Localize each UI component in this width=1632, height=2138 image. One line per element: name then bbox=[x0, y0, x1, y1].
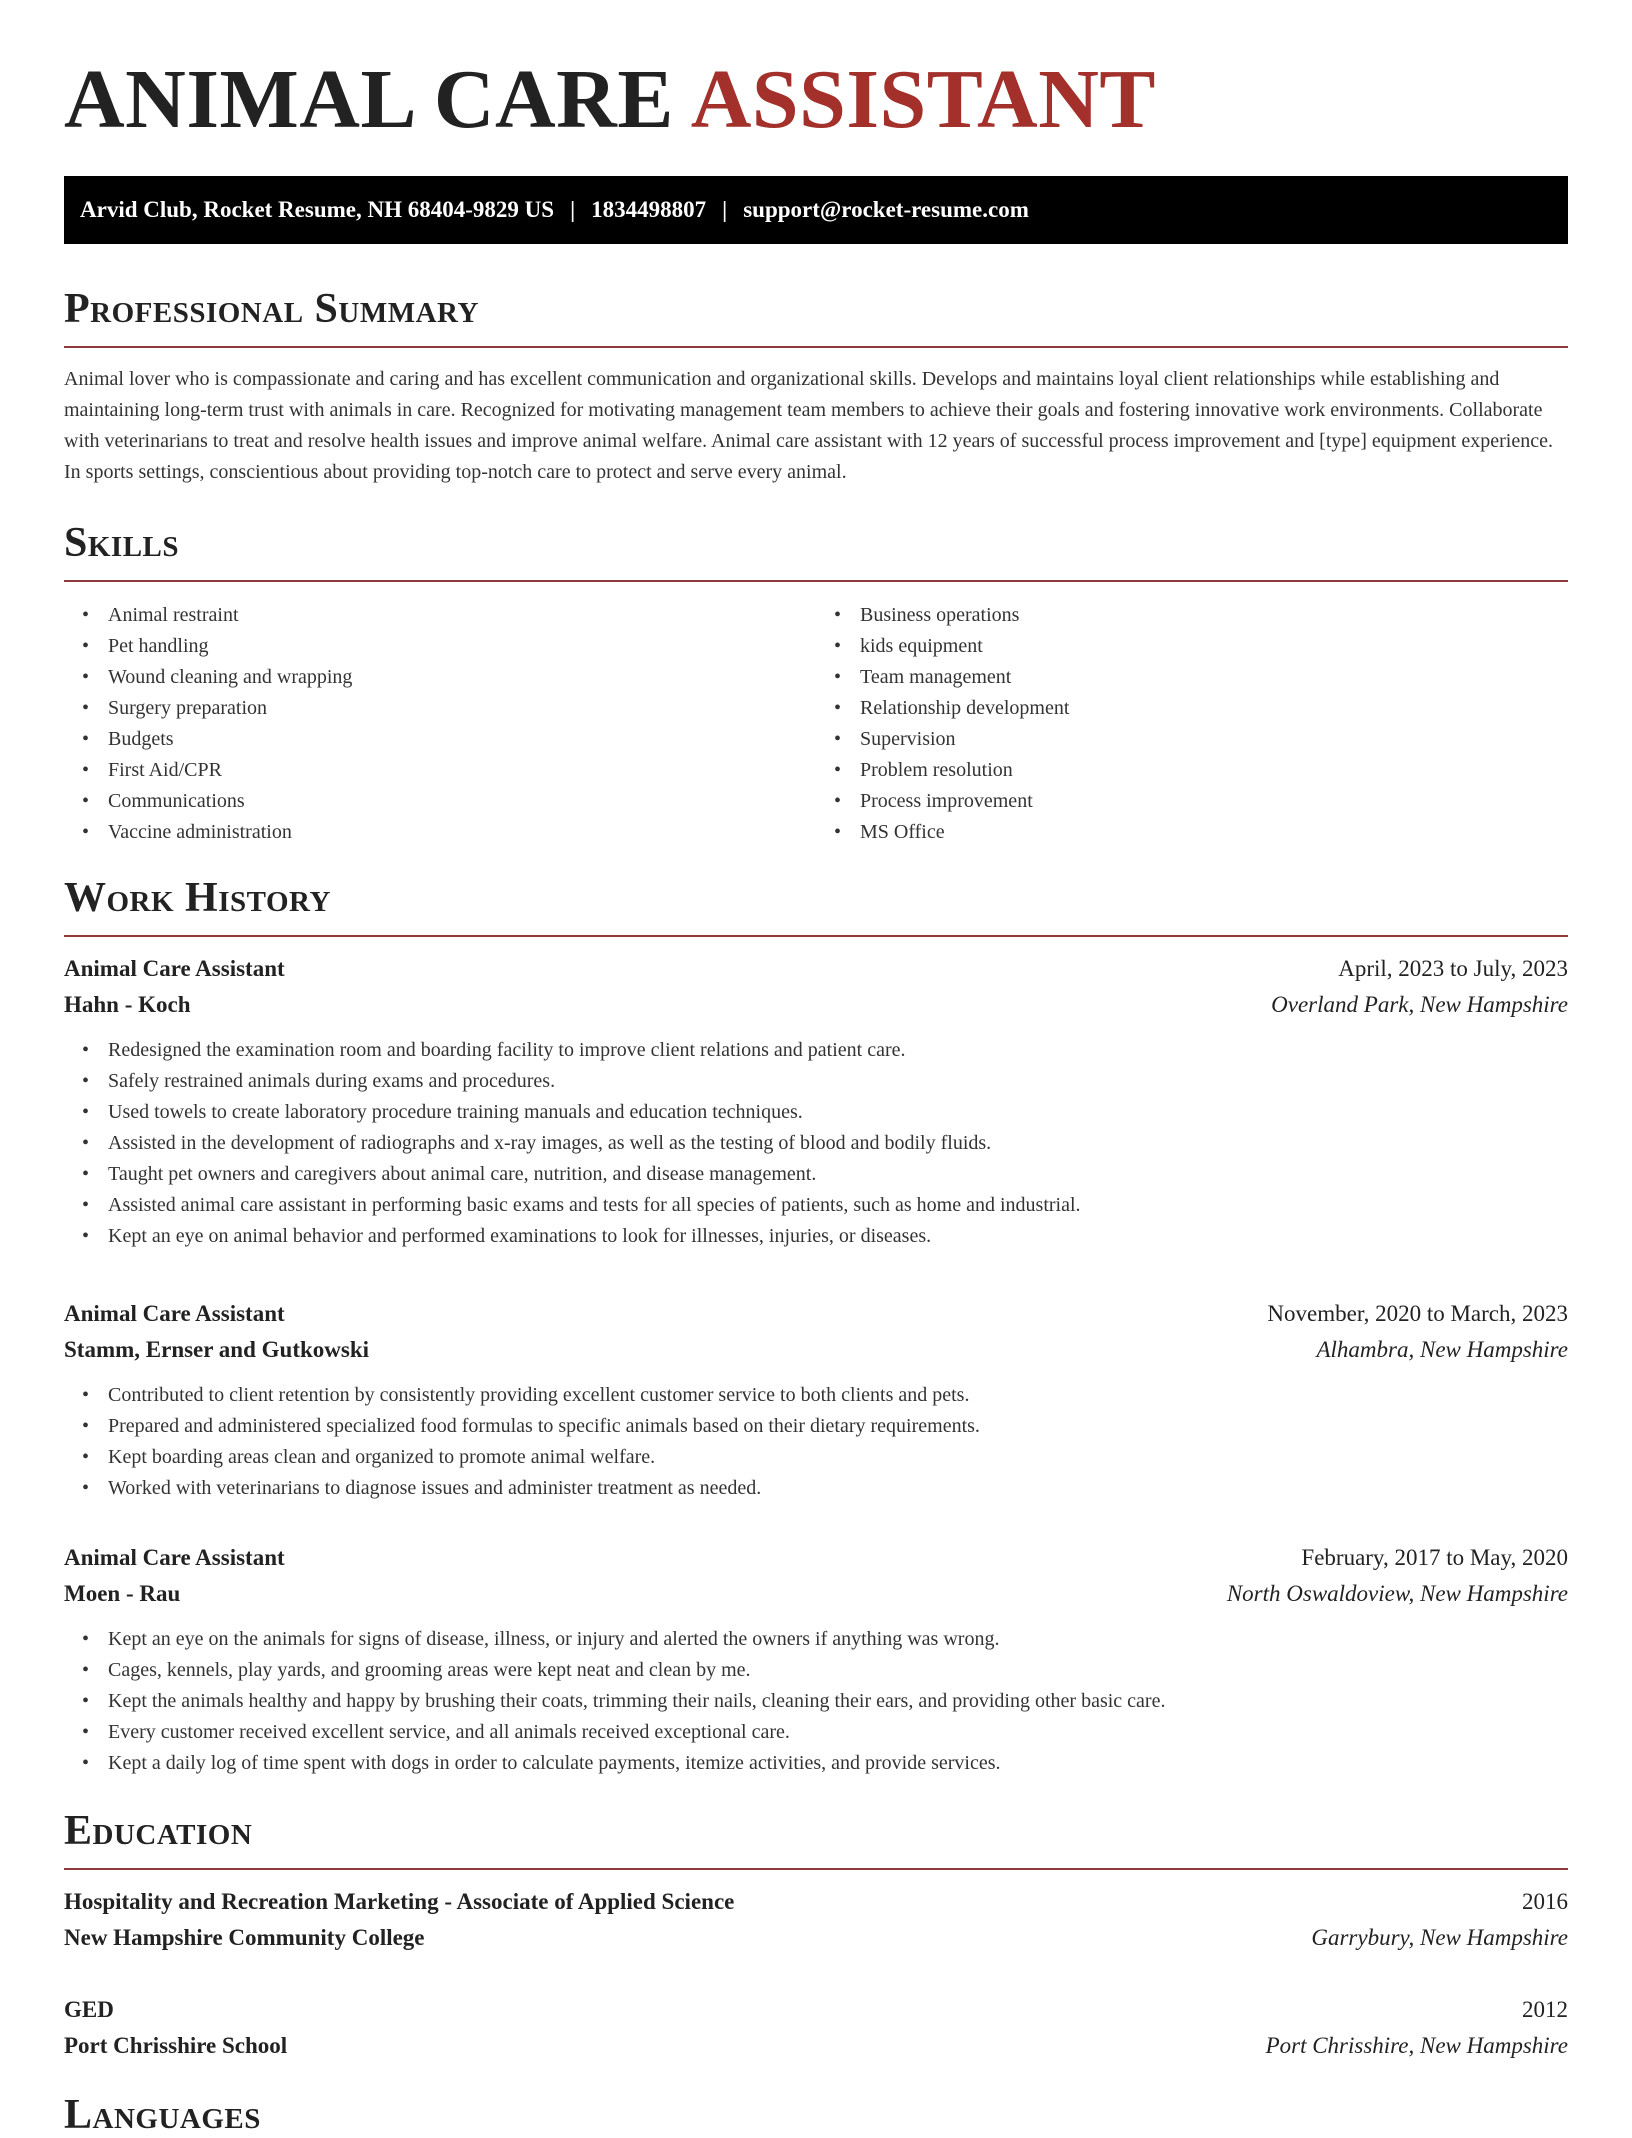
job-bullet: • Used towels to create laboratory procedure training manuals and education techniques. bbox=[108, 1097, 1568, 1128]
job-bullet: • Kept a daily log of time spent with dogs in order to calculate payments, itemize activities, and provide services. bbox=[108, 1748, 1568, 1779]
job-title-row bbox=[64, 951, 1568, 987]
job-title: Animal Care Assistant bbox=[64, 956, 285, 982]
contact-separator: | bbox=[722, 197, 728, 222]
education-school: New Hampshire Community College bbox=[64, 1925, 425, 1951]
job-bullet: • Kept boarding areas clean and organized to promote animal welfare. bbox=[108, 1442, 1568, 1473]
education-heading: Education bbox=[64, 1808, 253, 1854]
section-divider bbox=[64, 1868, 1568, 1870]
skill-item: • Process improvement bbox=[860, 786, 1568, 817]
job-title-row bbox=[64, 1296, 1568, 1332]
skill-item: • First Aid/CPR bbox=[108, 755, 816, 786]
contact-email: support@rocket-resume.com bbox=[743, 197, 1029, 222]
summary-heading: Professional Summary bbox=[64, 286, 479, 332]
contact-bar bbox=[64, 176, 1568, 244]
education-school: Port Chrisshire School bbox=[64, 2033, 288, 2058]
job-dates: April, 2023 to July, 2023 bbox=[1338, 956, 1568, 982]
job-bullet: • Taught pet owners and caregivers about animal care, nutrition, and disease management. bbox=[108, 1159, 1568, 1190]
job-bullet: • Kept the animals healthy and happy by brushing their coats, trimming their nails, cleaning their ears, and providing other basic care. bbox=[108, 1686, 1568, 1717]
job-location: Overland Park, New Hampshire bbox=[1271, 992, 1568, 1018]
education-school-row bbox=[64, 2028, 1568, 2064]
skill-item: • Communications bbox=[108, 786, 816, 817]
summary-text: Animal lover who is compassionate and caring and has excellent communication and organizational skills. Develops and maintains loyal client relationships while establishing and maintaining long-term trust with animals in care. Recognized for motivating management team members to achieve their goals and fostering innovative work environments. Collaborate with veterinarians to treat and resolve health issues and improve animal welfare. Animal care assistant with 12 years of successful process improvement and [type] equipment experience. In sports settings, conscientious about providing top-notch care to protect and serve every animal. bbox=[64, 368, 1553, 484]
job-company: Hahn - Koch bbox=[64, 992, 191, 1018]
education-school-row bbox=[64, 1920, 1568, 1956]
skill-item: • Pet handling bbox=[108, 631, 816, 662]
education-degree-row bbox=[64, 1992, 1568, 2028]
contact-separator: | bbox=[570, 197, 576, 222]
job-bullet: • Cages, kennels, play yards, and grooming areas were kept neat and clean by me. bbox=[108, 1655, 1568, 1686]
section-divider bbox=[64, 580, 1568, 582]
job-title: Animal Care Assistant bbox=[64, 1301, 285, 1326]
skill-item: • Problem resolution bbox=[860, 755, 1568, 786]
education-year: 2012 bbox=[1522, 1997, 1568, 2022]
skill-item: • Relationship development bbox=[860, 693, 1568, 724]
languages-section bbox=[64, 2092, 1568, 2138]
job-title: Animal Care Assistant bbox=[64, 1545, 285, 1570]
education-degree: Hospitality and Recreation Marketing - Associate of Applied Science bbox=[64, 1889, 735, 1915]
job-bullet: • Kept an eye on animal behavior and performed examinations to look for illnesses, injuries, or diseases. bbox=[108, 1221, 1568, 1252]
job-bullet: • Safely restrained animals during exams and procedures. bbox=[108, 1066, 1568, 1097]
skill-item: • kids equipment bbox=[860, 631, 1568, 662]
job-dates: February, 2017 to May, 2020 bbox=[1301, 1545, 1568, 1570]
job-bullet: • Prepared and administered specialized food formulas to specific animals based on their dietary requirements. bbox=[108, 1411, 1568, 1442]
education-section bbox=[64, 1808, 1568, 1956]
work-history-section bbox=[64, 875, 1568, 1252]
job-location: Alhambra, New Hampshire bbox=[1316, 1337, 1568, 1362]
job-bullet: • Redesigned the examination room and boarding facility to improve client relations and patient care. bbox=[108, 1035, 1568, 1066]
job-bullet: • Kept an eye on the animals for signs of disease, illness, or injury and alerted the owners if anything was wrong. bbox=[108, 1624, 1568, 1655]
job-bullets bbox=[64, 1624, 1568, 1779]
skills-section bbox=[64, 520, 1568, 848]
skill-item: • Wound cleaning and wrapping bbox=[108, 662, 816, 693]
skills-list-right bbox=[816, 600, 1568, 848]
education-degree-row bbox=[64, 1884, 1568, 1920]
languages-heading: Languages bbox=[64, 2092, 261, 2138]
education-entry bbox=[64, 1992, 1568, 2064]
job-entry bbox=[64, 1540, 1568, 1779]
job-location: North Oswaldoview, New Hampshire bbox=[1226, 1581, 1568, 1606]
job-company-row bbox=[64, 1576, 1568, 1612]
job-entry bbox=[64, 1296, 1568, 1504]
job-bullet: • Contributed to client retention by consistently providing excellent customer service to both clients and pets. bbox=[108, 1380, 1568, 1411]
job-entry bbox=[64, 951, 1568, 1252]
education-degree: GED bbox=[64, 1997, 114, 2022]
education-year: 2016 bbox=[1522, 1889, 1568, 1915]
job-bullet: • Assisted animal care assistant in performing basic exams and tests for all species of patients, such as home and industrial. bbox=[108, 1190, 1568, 1221]
skill-item: • Surgery preparation bbox=[108, 693, 816, 724]
job-company: Stamm, Ernser and Gutkowski bbox=[64, 1337, 370, 1362]
skills-columns bbox=[64, 600, 1568, 848]
job-company-row bbox=[64, 987, 1568, 1023]
skill-item: • MS Office bbox=[860, 817, 1568, 848]
skill-item: • Team management bbox=[860, 662, 1568, 693]
job-company: Moen - Rau bbox=[64, 1581, 181, 1606]
resume-title bbox=[64, 52, 1156, 149]
contact-address: Arvid Club, Rocket Resume, NH 68404-9829 US bbox=[80, 197, 555, 222]
contact-phone: 1834498807 bbox=[591, 197, 707, 222]
summary-section bbox=[64, 286, 1568, 488]
section-divider bbox=[64, 346, 1568, 348]
job-bullet: • Worked with veterinarians to diagnose issues and administer treatment as needed. bbox=[108, 1473, 1568, 1504]
skill-item: • Vaccine administration bbox=[108, 817, 816, 848]
skill-item: • Budgets bbox=[108, 724, 816, 755]
job-bullets bbox=[64, 1035, 1568, 1252]
job-bullet: • Assisted in the development of radiographs and x-ray images, as well as the testing of blood and bodily fluids. bbox=[108, 1128, 1568, 1159]
education-location: Garrybury, New Hampshire bbox=[1311, 1925, 1568, 1951]
job-bullets bbox=[64, 1380, 1568, 1504]
skill-item: • Animal restraint bbox=[108, 600, 816, 631]
skills-list-left bbox=[64, 600, 816, 848]
section-divider bbox=[64, 935, 1568, 937]
job-company-row bbox=[64, 1332, 1568, 1368]
skill-item: • Business operations bbox=[860, 600, 1568, 631]
job-dates: November, 2020 to March, 2023 bbox=[1267, 1301, 1568, 1326]
education-location: Port Chrisshire, New Hampshire bbox=[1265, 2033, 1568, 2058]
education-entry bbox=[64, 1884, 1568, 1956]
job-bullet: • Every customer received excellent service, and all animals received exceptional care. bbox=[108, 1717, 1568, 1748]
work-history-heading: Work History bbox=[64, 875, 331, 921]
job-title-row bbox=[64, 1540, 1568, 1576]
skill-item: • Supervision bbox=[860, 724, 1568, 755]
title-part-2: ASSISTANT bbox=[690, 53, 1156, 146]
skills-heading: Skills bbox=[64, 520, 180, 566]
title-part-1: ANIMAL CARE bbox=[64, 53, 674, 146]
